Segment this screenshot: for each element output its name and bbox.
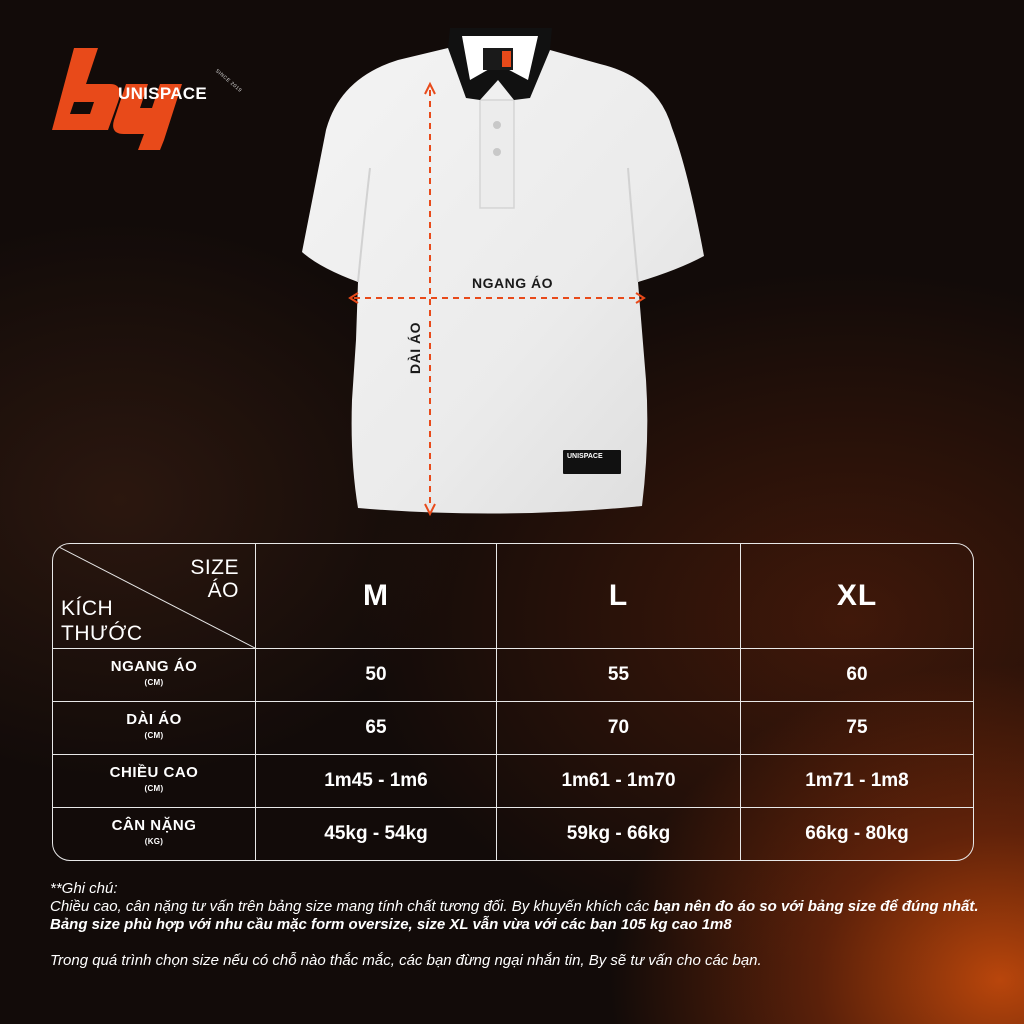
notes-section	[50, 880, 985, 970]
table-cell: 50	[256, 649, 497, 702]
table-cell: 59kg - 66kg	[497, 808, 741, 861]
table-cell: 65	[256, 702, 497, 755]
corner-measure-line2: THƯỚC	[61, 622, 143, 645]
corner-measure-line1: KÍCH	[61, 597, 114, 620]
corner-measure-label	[61, 596, 143, 646]
row-unit: (CM)	[144, 731, 164, 740]
table-corner-header	[53, 544, 256, 649]
corner-size-label	[190, 556, 239, 602]
tag-text: UNISPACE	[567, 453, 603, 460]
size-header-m: M	[256, 544, 497, 649]
polo-shirt-image	[280, 20, 720, 520]
brand-logo	[52, 44, 252, 154]
notes-text-plain: Chiều cao, cân nặng tư vấn trên bảng size mang tính chất tương đối. By khuyến khích các	[50, 898, 654, 915]
table-cell: 66kg - 80kg	[741, 808, 974, 861]
table-cell: 60	[741, 649, 974, 702]
row-label	[53, 808, 256, 861]
notes-text-bold: bạn nên đo áo so với bảng size để đúng nhất. Bảng size phù hợp với nhu cầu mặc form oversize, size XL vẫn vừa với các bạn 105 kg cao 1m8	[50, 898, 979, 933]
table-cell: 70	[497, 702, 741, 755]
row-label-text: DÀI ÁO	[126, 711, 182, 728]
logo-text: UNISPACE	[118, 84, 207, 103]
table-row	[53, 702, 973, 755]
table-row	[53, 808, 973, 861]
shirt-hem-tag	[563, 450, 621, 474]
table-row	[53, 755, 973, 808]
row-label-text: CHIỀU CAO	[109, 764, 199, 781]
corner-size-line1: SIZE	[190, 556, 239, 579]
table-cell: 75	[741, 702, 974, 755]
size-chart-table	[52, 543, 974, 861]
table-cell: 55	[497, 649, 741, 702]
row-unit: (CM)	[144, 784, 164, 793]
notes-paragraph-2: Trong quá trình chọn size nếu có chỗ nào thắc mắc, các bạn đừng ngại nhắn tin, By sẽ tư vấn cho các bạn.	[50, 952, 762, 969]
row-unit: (CM)	[144, 678, 164, 687]
table-row	[53, 649, 973, 702]
corner-size-line2: ÁO	[207, 579, 239, 602]
width-measure-label: NGANG ÁO	[472, 275, 553, 291]
logo-arc-text: SINCE 2019	[213, 68, 243, 94]
size-header-l: L	[497, 544, 741, 649]
notes-paragraph-1	[50, 898, 985, 934]
row-label	[53, 649, 256, 702]
row-label-text: NGANG ÁO	[110, 658, 198, 675]
length-measure-label: DÀI ÁO	[407, 322, 423, 374]
row-label	[53, 755, 256, 808]
row-label-text: CÂN NẶNG	[111, 817, 197, 835]
table-cell: 1m45 - 1m6	[256, 755, 497, 808]
notes-heading: **Ghi chú:	[50, 880, 118, 897]
table-cell: 45kg - 54kg	[256, 808, 497, 861]
row-label	[53, 702, 256, 755]
table-cell: 1m61 - 1m70	[497, 755, 741, 808]
row-unit: (KG)	[144, 837, 164, 847]
table-cell: 1m71 - 1m8	[741, 755, 974, 808]
size-header-xl: XL	[741, 544, 974, 649]
shirt-illustration	[280, 20, 720, 520]
